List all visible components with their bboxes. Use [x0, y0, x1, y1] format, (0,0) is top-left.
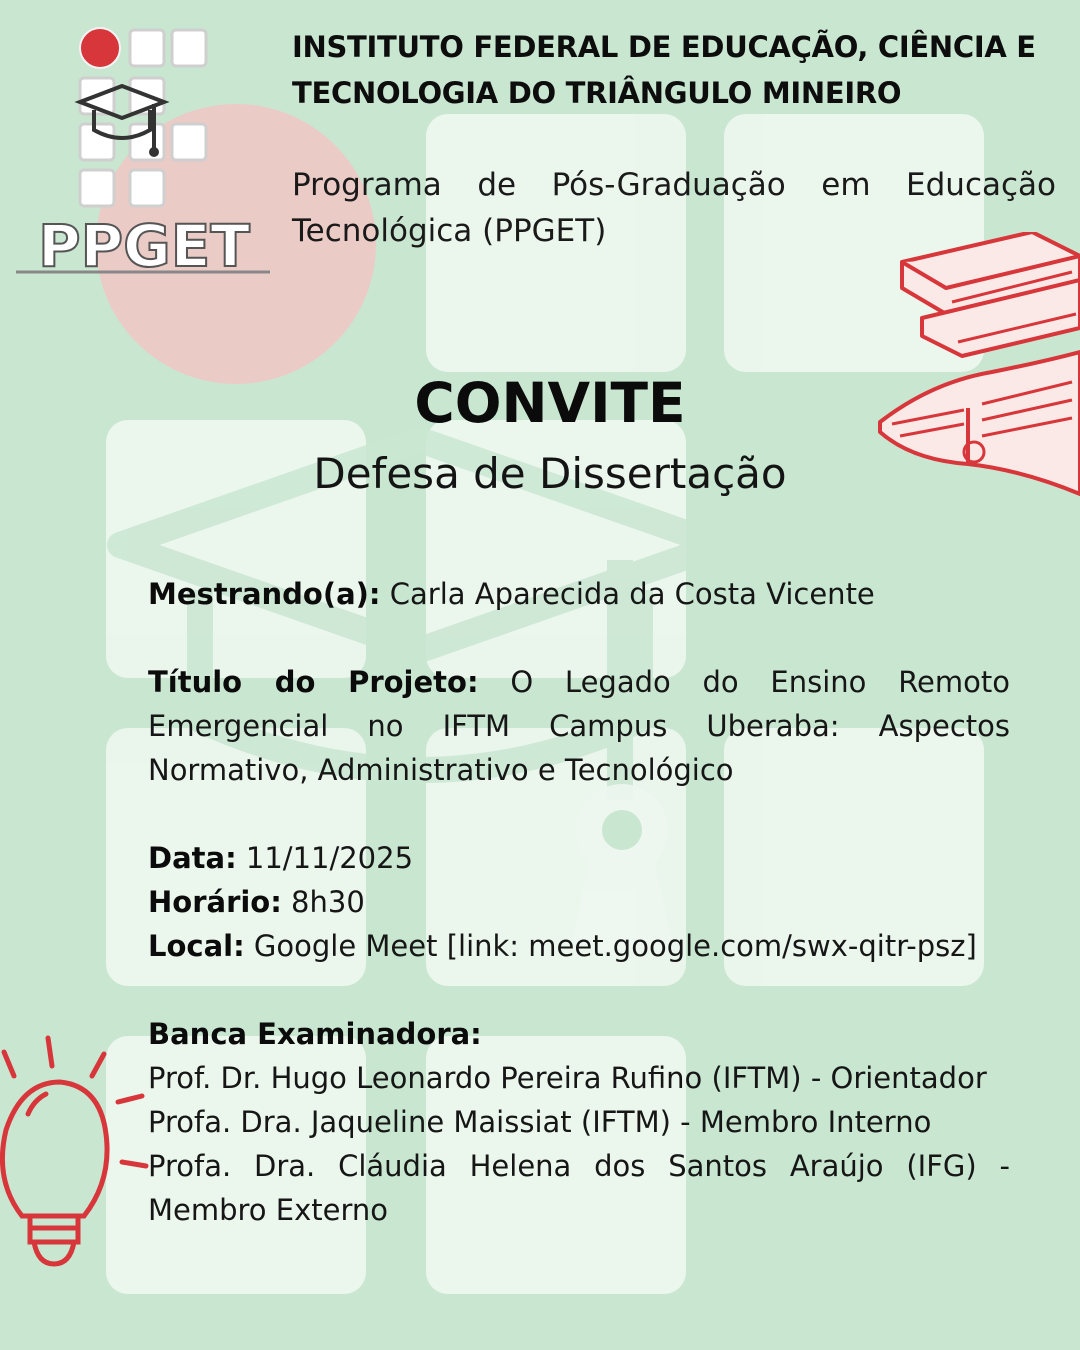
project-label: Título do Projeto:: [148, 665, 479, 699]
committee-member-3: Profa. Dra. Cláudia Helena dos Santos Araújo (IFG) - Membro Externo: [148, 1149, 1010, 1227]
committee-heading: Banca Examinadora:: [148, 1017, 482, 1051]
place-line: [148, 924, 1010, 968]
time-label: Horário:: [148, 885, 282, 919]
institution-name: [292, 24, 1062, 116]
committee-member-2: Profa. Dra. Jaqueline Maissiat (IFTM) - Membro Interno: [148, 1105, 932, 1139]
project-line: [148, 660, 1010, 792]
committee-member-1: Prof. Dr. Hugo Leonardo Pereira Rufino (IFTM) - Orientador: [148, 1061, 987, 1095]
student-label: Mestrando(a):: [148, 577, 381, 611]
date-value: 11/11/2025: [245, 841, 414, 875]
student-line: [148, 572, 1010, 616]
date-line: [148, 836, 1010, 880]
if-logo-icon: [12, 22, 274, 282]
place-label: Local:: [148, 929, 245, 963]
program-name: Programa de Pós-Graduação em Educação Tecnológica (PPGET): [292, 167, 1056, 249]
logo-text: PPGET: [38, 212, 250, 280]
institution-line-1: INSTITUTO FEDERAL DE EDUCAÇÃO, CIÊNCIA E: [292, 30, 1036, 64]
time-line: [148, 880, 1010, 924]
invitation-details: [148, 572, 1010, 1232]
student-name: Carla Aparecida da Costa Vicente: [389, 577, 875, 611]
project-title: O Legado do Ensino Remoto Emergencial no IFTM Campus Uberaba: Aspectos Normativo, Administrativo e Tecnológico: [148, 665, 1010, 787]
place-value: Google Meet [link: meet.google.com/swx-qitr-psz]: [253, 929, 977, 963]
invitation-title: CONVITE: [414, 371, 686, 435]
date-label: Data:: [148, 841, 237, 875]
institution-line-2: TECNOLOGIA DO TRIÂNGULO MINEIRO: [292, 76, 902, 110]
lightbulb-icon: [0, 1030, 150, 1290]
time-value: 8h30: [291, 885, 365, 919]
invitation-subtitle: Defesa de Dissertação: [313, 449, 787, 498]
